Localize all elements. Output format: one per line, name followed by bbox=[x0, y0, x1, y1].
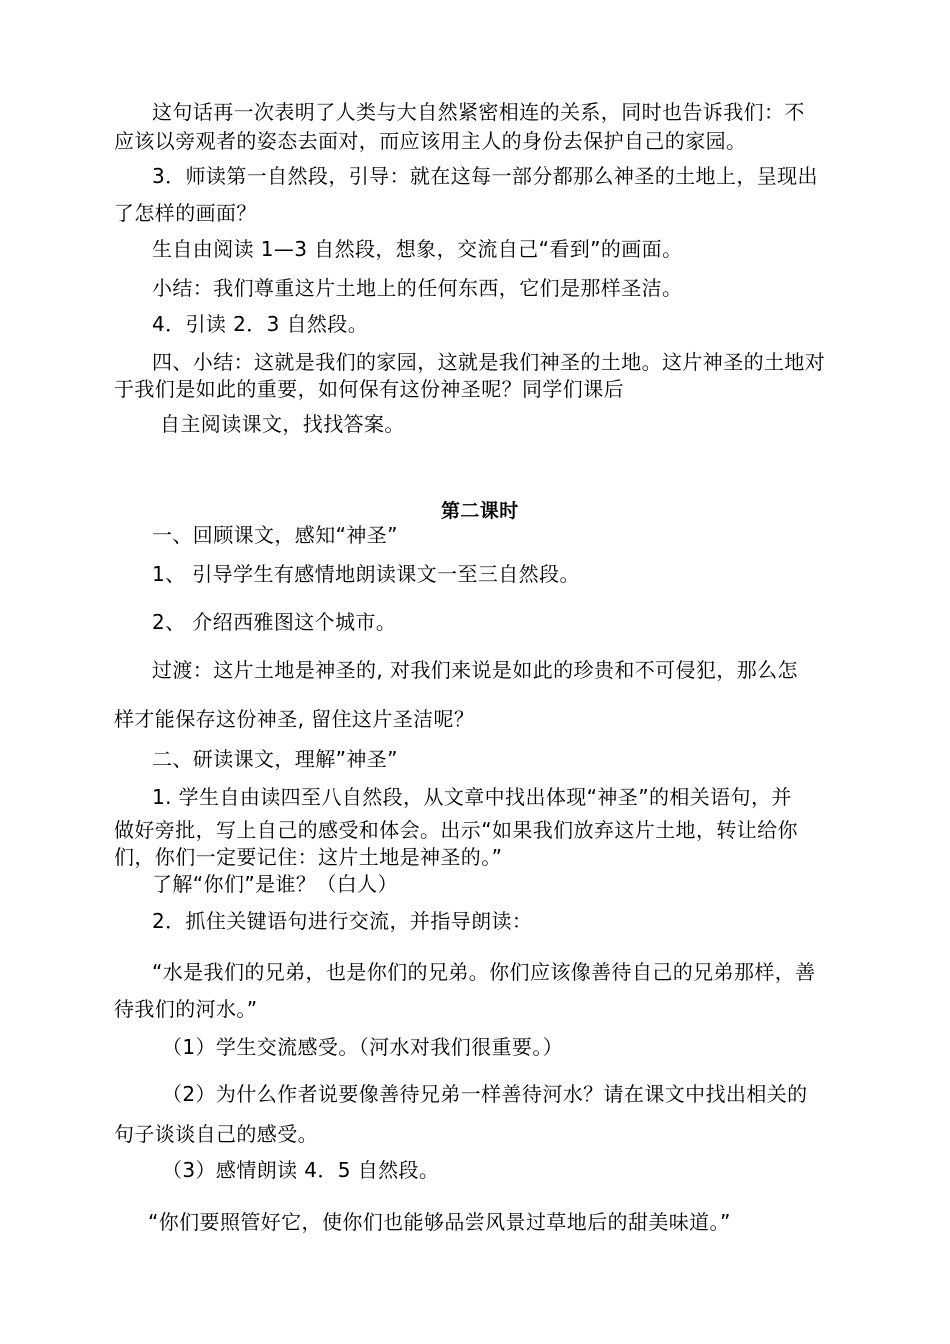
paragraph-line: 生自由阅读 1—3 自然段，想象，交流自己“看到”的画面。 bbox=[152, 237, 683, 261]
paragraph-line: 四、小结：这就是我们的家园，这就是我们神圣的土地。这片神圣的土地对 bbox=[152, 350, 826, 374]
section-heading: 二、研读课文，理解”神圣” bbox=[152, 747, 398, 771]
paragraph-line: 了怎样的画面？ bbox=[114, 201, 257, 225]
paragraph-line: 4．引读 2．3 自然段。 bbox=[152, 312, 369, 336]
paragraph-line: 小结：我们尊重这片土地上的任何东西，它们是那样圣洁。 bbox=[152, 276, 683, 300]
paragraph-line: 3．师读第一自然段，引导：就在这每一部分都那么神圣的土地上，呈现出 bbox=[152, 164, 818, 188]
paragraph-line: 于我们是如此的重要，如何保有这份神圣呢？同学们课后 bbox=[114, 377, 624, 401]
quote-line: “你们要照管好它，使你们也能够品尝风景过草地后的甜美味道。” bbox=[148, 1210, 731, 1234]
paragraph-line: 们，你们一定要记住：这片土地是神圣的。” bbox=[114, 845, 503, 869]
paragraph-line: 句子谈谈自己的感受。 bbox=[114, 1122, 318, 1146]
paragraph-line: 1. 学生自由读四至八自然段，从文章中找出体现“神圣”的相关语句，并 bbox=[152, 785, 792, 809]
quote-line: “水是我们的兄弟，也是你们的兄弟。你们应该像善待自己的兄弟那样，善 bbox=[152, 960, 816, 984]
paragraph-line: 2、 介绍西雅图这个城市。 bbox=[152, 610, 397, 634]
paragraph-line: 2．抓住关键语句进行交流，并指导朗读： bbox=[152, 909, 533, 933]
paragraph-line: （1）学生交流感受。（河水对我们很重要。） bbox=[162, 1035, 564, 1059]
paragraph-line: 自主阅读课文，找找答案。 bbox=[160, 412, 405, 436]
section-title: 第二课时 bbox=[441, 500, 519, 522]
paragraph-line: 做好旁批，写上自己的感受和体会。出示“如果我们放弃这片土地，转让给你 bbox=[114, 818, 798, 842]
paragraph-line: 过渡：这片土地是神圣的, 对我们来说是如此的珍贵和不可侵犯，那么怎 bbox=[152, 658, 798, 682]
paragraph-line: 样才能保存这份神圣, 留住这片圣洁呢？ bbox=[114, 707, 475, 731]
paragraph-line: 这句话再一次表明了人类与大自然紧密相连的关系，同时也告诉我们：不 bbox=[152, 100, 805, 124]
quote-line: 待我们的河水。” bbox=[114, 997, 258, 1021]
section-heading: 一、回顾课文，感知“神圣” bbox=[152, 523, 398, 547]
paragraph-line: （2）为什么作者说要像善待兄弟一样善待河水？请在课文中找出相关的 bbox=[162, 1082, 808, 1106]
paragraph-line: 应该以旁观者的姿态去面对，而应该用主人的身份去保护自己的家园。 bbox=[114, 129, 747, 153]
paragraph-line: （3）感情朗读 4．5 自然段。 bbox=[162, 1158, 440, 1182]
paragraph-line: 1、 引导学生有感情地朗读课文一至三自然段。 bbox=[152, 562, 580, 586]
paragraph-line: 了解“你们”是谁？（白人） bbox=[152, 872, 398, 896]
